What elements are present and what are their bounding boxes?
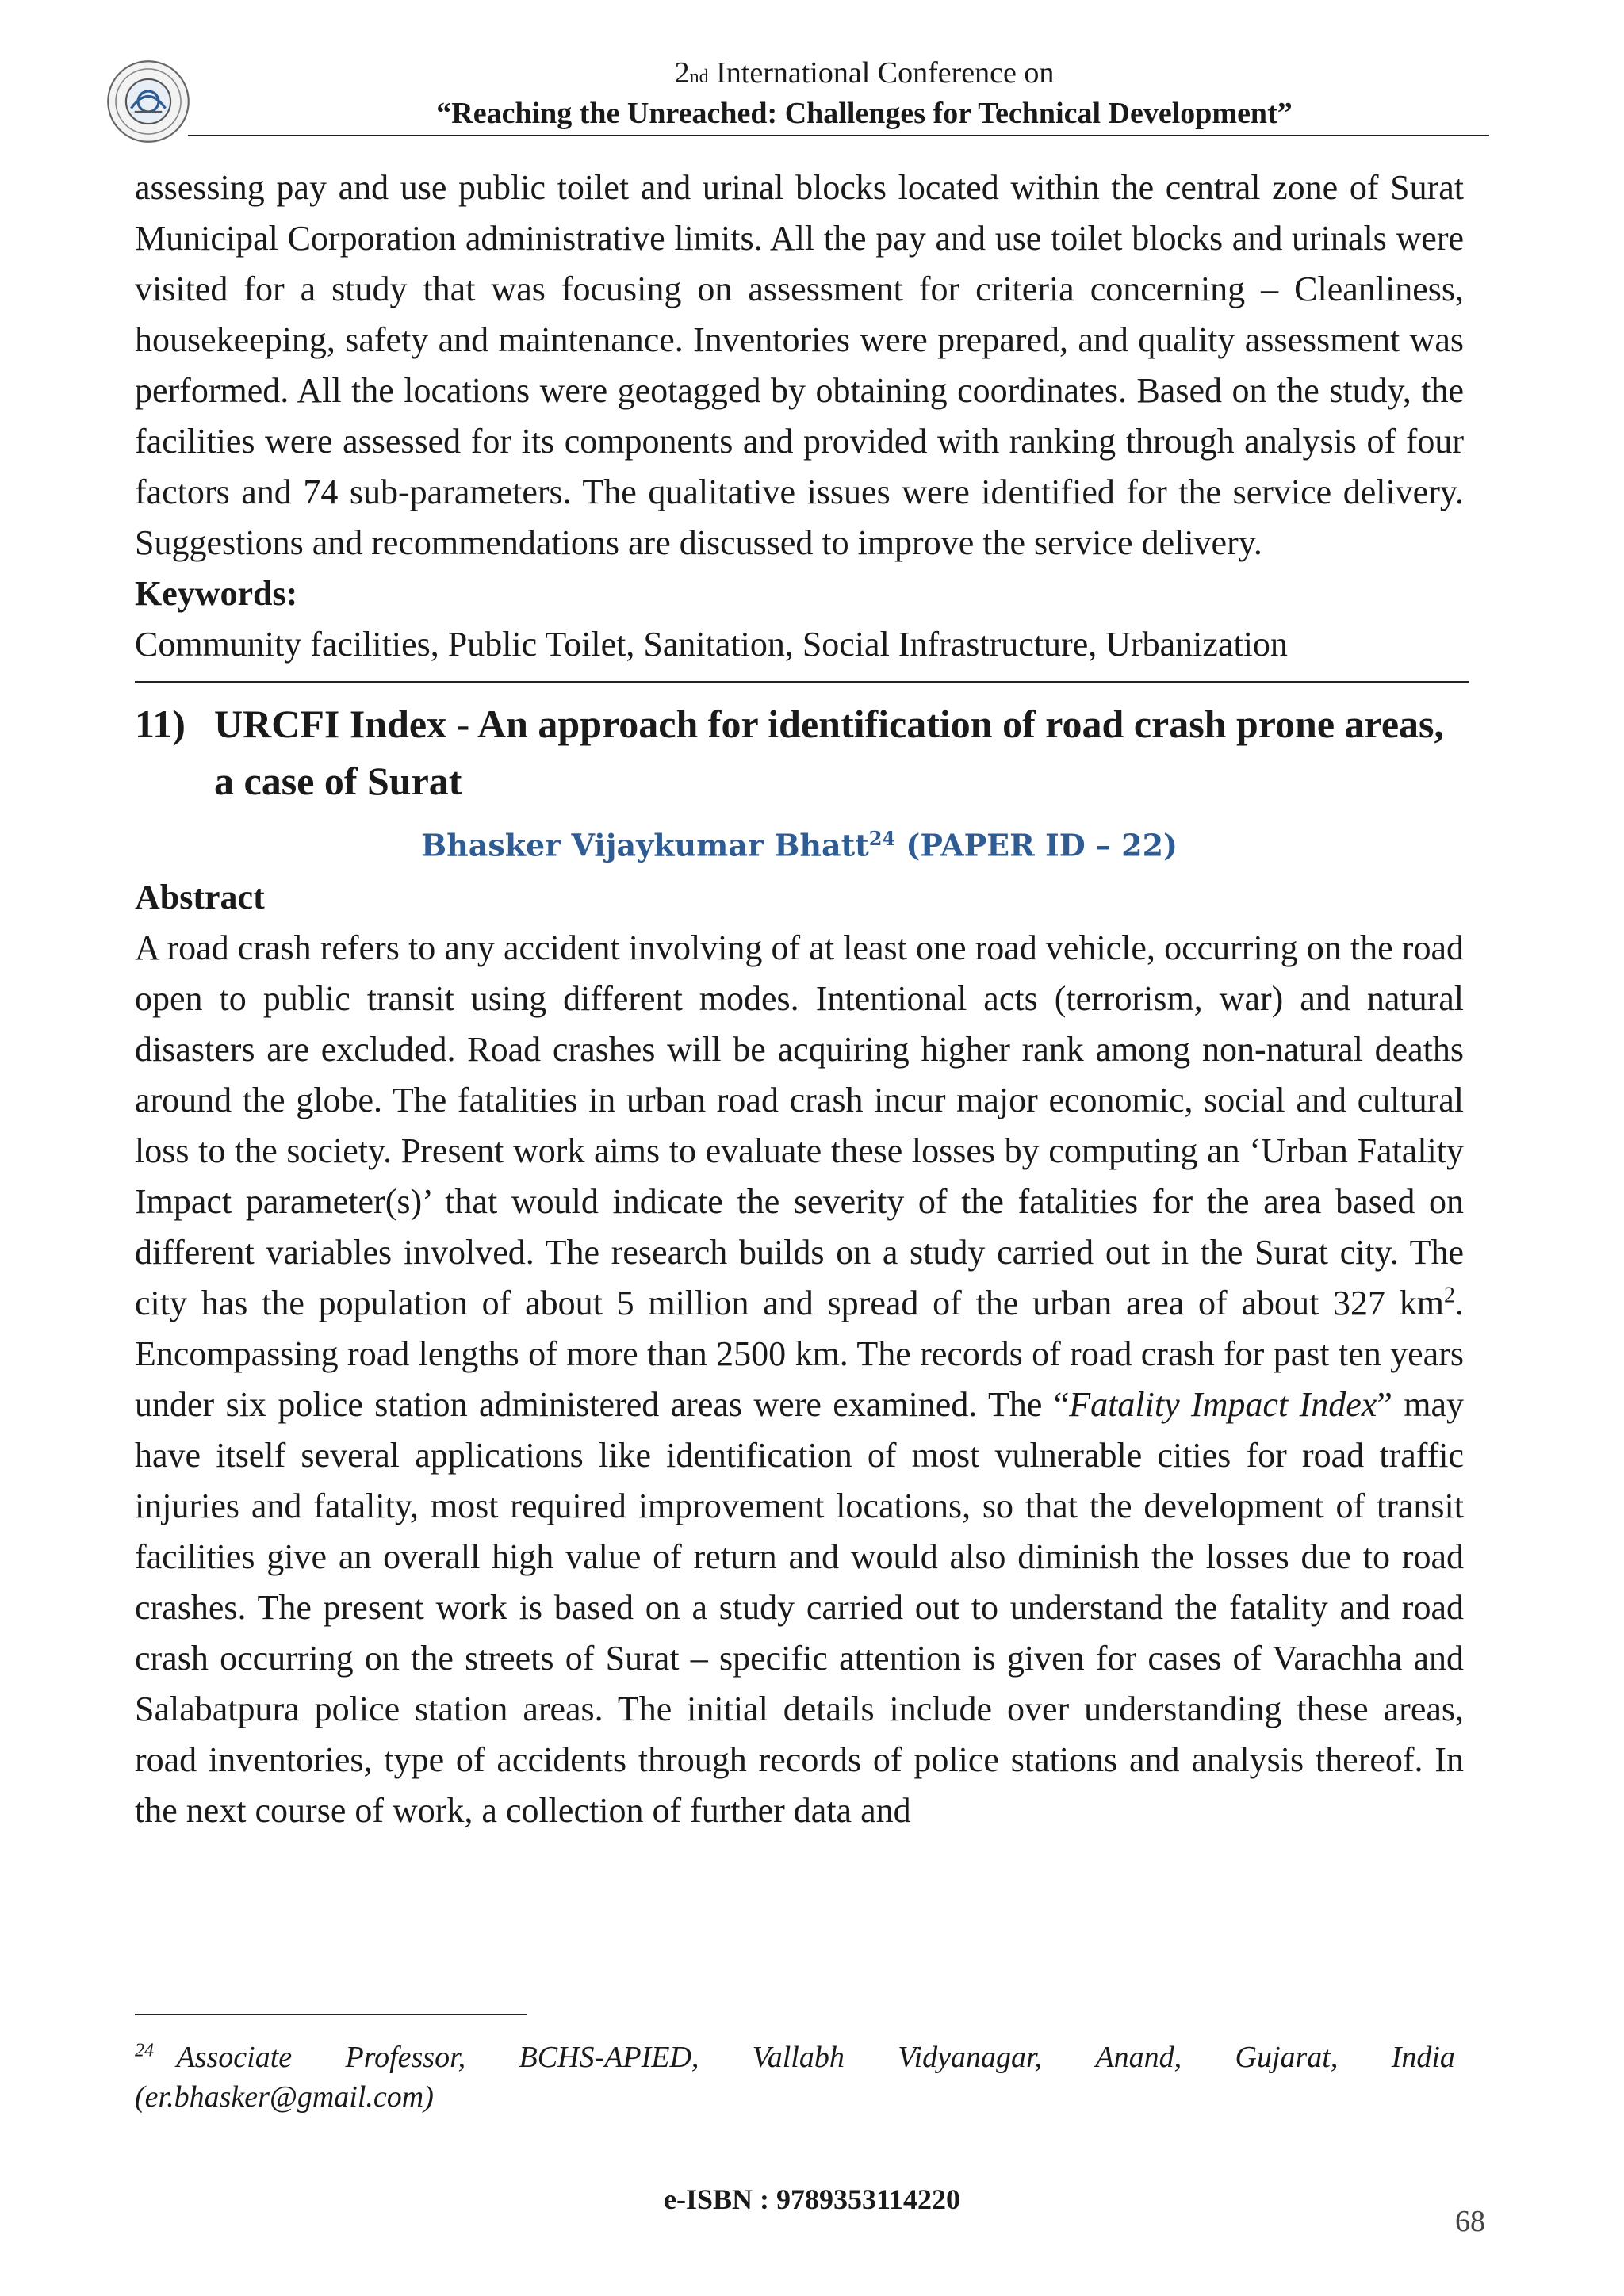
footnote-word: Anand,	[1095, 2041, 1182, 2074]
running-header	[238, 55, 1491, 132]
author-line	[135, 813, 1464, 872]
page-body	[135, 163, 1464, 1836]
author-name: Bhasker Vijaykumar Bhatt	[420, 827, 869, 863]
conference-seal-logo-icon	[105, 59, 191, 144]
paper-id: (PAPER ID – 22)	[895, 827, 1178, 863]
section-divider	[135, 681, 1469, 683]
keywords-label: Keywords:	[135, 574, 298, 613]
section-heading	[135, 695, 1464, 809]
footnote-line-1	[135, 2038, 1455, 2077]
header-conference-name: International Conference on	[708, 56, 1055, 90]
footnote	[135, 2038, 1455, 2117]
footnote-word	[135, 2038, 292, 2077]
footnote-mark: 24	[135, 2040, 154, 2061]
footnote-word: BCHS-APIED,	[519, 2041, 699, 2074]
header-ordinal-number: 2	[674, 56, 690, 90]
footnote-word: Vidyanagar,	[898, 2041, 1043, 2074]
keywords-text: Community facilities, Public Toilet, Sanitation, Social Infrastructure, Urbanization	[135, 625, 1288, 664]
footnote-word: Vallabh	[752, 2041, 845, 2074]
author-footnote-mark: 24	[868, 827, 896, 850]
abstract-label: Abstract	[135, 877, 265, 916]
footnote-word: India	[1391, 2041, 1455, 2074]
isbn-footer: e-ISBN : 9789353114220	[663, 2183, 960, 2215]
abstract-text	[135, 923, 1464, 1836]
abstract-italic-term: Fatality Impact Index	[1069, 1384, 1377, 1424]
footnote-word: Professor,	[345, 2041, 466, 2074]
footnote-divider	[135, 2014, 527, 2015]
header-conference-theme: “Reaching the Unreached: Challenges for Technical Development”	[436, 97, 1293, 130]
footnote-word-text: Associate	[176, 2041, 293, 2074]
previous-abstract-text: assessing pay and use public toilet and urinal blocks located within the central zone of Surat Municipal Corporation administrative limits. All the pay and use toilet blocks and urinals were visited for a study that was focusing on assessment for criteria concerning – Cleanliness, housekeeping, safety and maintenance. Inventories were prepared, and quality assessment was performed. All the locations were geotagged by obtaining coordinates. Based on the study, the facilities were assessed for its components and provided with ranking through analysis of four factors and 74 sub-parameters. The qualitative issues were identified for the service delivery. Suggestions and recommendations are discussed to improve the service delivery.	[135, 168, 1464, 562]
header-ordinal-suffix: nd	[689, 67, 709, 87]
footnote-word: Gujarat,	[1235, 2041, 1339, 2074]
section-title: URCFI Index - An approach for identification of road crash prone areas, a case of Surat	[214, 702, 1445, 803]
header-divider	[188, 135, 1489, 136]
footnote-email: (er.bhasker@gmail.com)	[135, 2080, 434, 2114]
section-number: 11)	[135, 702, 186, 746]
abstract-part-1: A road crash refers to any accident involving of at least one road vehicle, occurring on the road open to public transit using different modes. Intentional acts (terrorism, war) and natural disasters are excluded. Road crashes will be acquiring higher rank among non-natural deaths around the globe. The fatalities in urban road crash incur major economic, social and cultural loss to the society. Present work aims to evaluate these losses by computing an ‘Urban Fatality Impact parameter(s)’ that would indicate the severity of the fatalities for the area based on different variables involved. The research builds on a study carried out in the Surat city. The city has the population of about 5 million and spread of the urban area of about 327 km	[135, 928, 1464, 1322]
abstract-part-3: ” may have itself several applications like identification of most vulnerable cities for road traffic injuries and fatality, most required improvement locations, so that the development of transit facilities give an overall high value of return and would also diminish the losses due to road crashes. The present work is based on a study carried out to understand the fatality and road crash occurring on the streets of Surat – specific attention is given for cases of Varachha and Salabatpura police station areas. The initial details include over understanding these areas, road inventories, type of accidents through records of police stations and analysis thereof. In the next course of work, a collection of further data and	[135, 1384, 1464, 1830]
page-number: 68	[1455, 2205, 1485, 2238]
header-conference-line	[238, 55, 1491, 94]
abstract-superscript: 2	[1444, 1283, 1455, 1307]
abstract-part-2: . Encompassing road lengths of more than 2500 km. The records of road crash for past ten years under six police station administered areas were examined. The “	[135, 1283, 1464, 1424]
